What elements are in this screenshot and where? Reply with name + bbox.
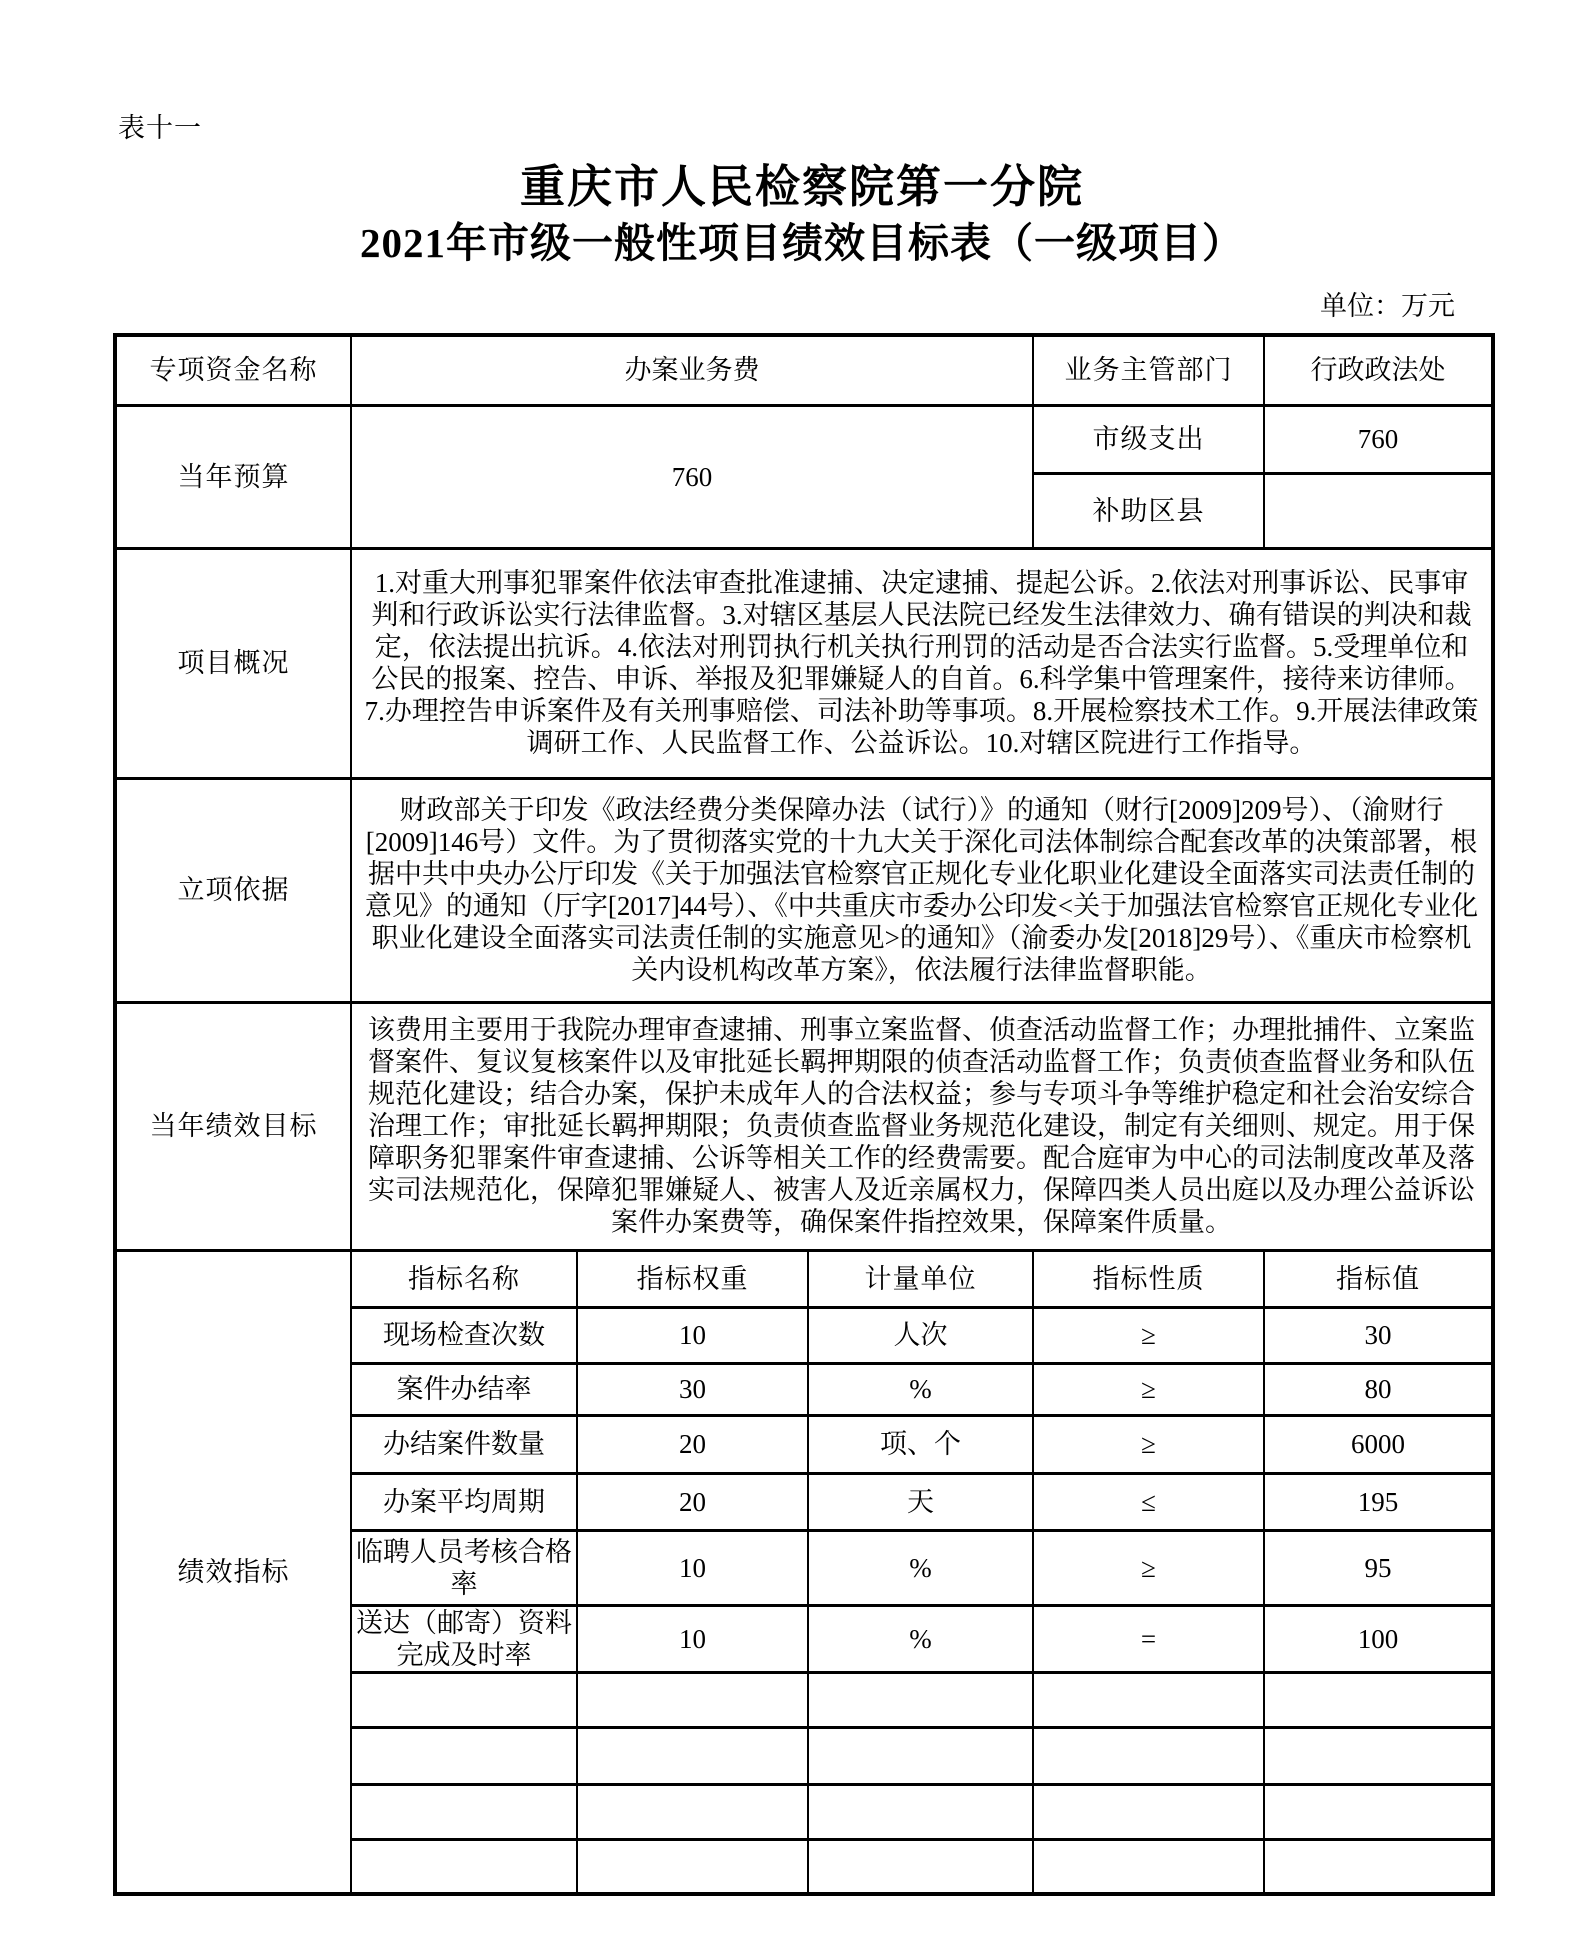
budget-total-cell: 760 (351, 405, 1033, 548)
indicator-name-cell (351, 1784, 577, 1839)
city-expense-value-cell: 760 (1264, 405, 1493, 473)
indicator-name-cell (351, 1672, 577, 1727)
dept-label-cell: 业务主管部门 (1033, 335, 1264, 405)
indicator-weight-cell: 10 (577, 1307, 808, 1363)
indicator-weight-cell: 10 (577, 1530, 808, 1605)
indicator-value-cell: 100 (1264, 1605, 1493, 1672)
budget-label-cell: 当年预算 (115, 405, 351, 548)
unit-note: 单位：万元 (1320, 291, 1455, 321)
indicator-name-cell: 案件办结率 (351, 1363, 577, 1415)
indicator-nature-cell (1033, 1672, 1264, 1727)
annual-goals-row (115, 1002, 1493, 1250)
indicator-name-cell (351, 1727, 577, 1784)
overview-label-cell: 项目概况 (115, 548, 351, 778)
indicator-name-cell: 办案平均周期 (351, 1473, 577, 1530)
indicator-nature-cell (1033, 1727, 1264, 1784)
indicator-header-name: 指标名称 (351, 1250, 577, 1307)
subsidy-value-cell (1264, 473, 1493, 548)
overview-text-cell: 1.对重大刑事犯罪案件依法审查批准逮捕、决定逮捕、提起公诉。2.依法对刑事诉讼、民事审判和行政诉讼实行法律监督。3.对辖区基层人民法院已经发生法律效力、确有错误的判决和裁定，依法提出抗诉。4.依法对刑罚执行机关执行刑罚的活动是否合法实行监督。5.受理单位和公民的报案、控告、申诉、举报及犯罪嫌疑人的自首。6.科学集中管理案件，接待来访律师。7.办理控告申诉案件及有关刑事赔偿、司法补助等事项。8.开展检察技术工作。9.开展法律政策调研工作、人民监督工作、公益诉讼。10.对辖区院进行工作指导。 (351, 548, 1493, 778)
indicator-name-cell: 办结案件数量 (351, 1415, 577, 1473)
indicator-header-weight: 指标权重 (577, 1250, 808, 1307)
indicator-unit-cell: 人次 (808, 1307, 1033, 1363)
indicator-weight-cell (577, 1784, 808, 1839)
indicator-value-cell: 6000 (1264, 1415, 1493, 1473)
indicator-unit-cell (808, 1784, 1033, 1839)
indicator-unit-cell: 项、个 (808, 1415, 1033, 1473)
indicator-weight-cell (577, 1839, 808, 1894)
indicator-nature-cell: ≥ (1033, 1363, 1264, 1415)
indicator-nature-cell: ≥ (1033, 1530, 1264, 1605)
indicator-value-cell (1264, 1784, 1493, 1839)
indicator-unit-cell: % (808, 1605, 1033, 1672)
performance-target-table (113, 333, 1495, 1896)
indicator-name-cell: 临聘人员考核合格率 (351, 1530, 577, 1605)
indicator-value-cell: 195 (1264, 1473, 1493, 1530)
subsidy-label-cell: 补助区县 (1033, 473, 1264, 548)
indicator-nature-cell: ≥ (1033, 1415, 1264, 1473)
goals-text-cell: 该费用主要用于我院办理审查逮捕、刑事立案监督、侦查活动监督工作；办理批捕件、立案监督案件、复议复核案件以及审批延长羁押期限的侦查活动监督工作；负责侦查监督业务和队伍规范化建设；结合办案，保护未成年人的合法权益；参与专项斗争等维护稳定和社会治安综合治理工作；审批延长羁押期限；负责侦查监督业务规范化建设，制定有关细则、规定。用于保障职务犯罪案件审查逮捕、公诉等相关工作的经费需要。配合庭审为中心的司法制度改革及落实司法规范化，保障犯罪嫌疑人、被害人及近亲属权力，保障四类人员出庭以及办理公益诉讼案件办案费等，确保案件指控效果，保障案件质量。 (351, 1002, 1493, 1250)
goals-label-cell: 当年绩效目标 (115, 1002, 351, 1250)
indicator-unit-cell (808, 1672, 1033, 1727)
indicator-value-cell (1264, 1672, 1493, 1727)
indicator-name-cell: 送达（邮寄）资料完成及时率 (351, 1605, 577, 1672)
indicator-header-unit: 计量单位 (808, 1250, 1033, 1307)
title-line1: 重庆市人民检察院第一分院 (519, 162, 1084, 212)
indicator-nature-cell: ≥ (1033, 1307, 1264, 1363)
indicator-unit-cell (808, 1727, 1033, 1784)
title-line2: 2021年市级一般性项目绩效目标表（一级项目） (360, 220, 1244, 266)
indicator-weight-cell (577, 1727, 808, 1784)
indicator-weight-cell: 10 (577, 1605, 808, 1672)
fund-name-label-cell: 专项资金名称 (115, 335, 351, 405)
indicator-header-nature: 指标性质 (1033, 1250, 1264, 1307)
indicator-value-cell (1264, 1727, 1493, 1784)
indicator-header-row (115, 1250, 1493, 1307)
indicator-name-cell: 现场检查次数 (351, 1307, 577, 1363)
indicator-value-cell: 80 (1264, 1363, 1493, 1415)
indicator-unit-cell: % (808, 1530, 1033, 1605)
project-overview-row (115, 548, 1493, 778)
basis-label-cell: 立项依据 (115, 778, 351, 1002)
indicator-unit-cell: 天 (808, 1473, 1033, 1530)
indicator-weight-cell: 20 (577, 1415, 808, 1473)
indicator-value-cell: 95 (1264, 1530, 1493, 1605)
indicator-nature-cell: = (1033, 1605, 1264, 1672)
city-expense-label-cell: 市级支出 (1033, 405, 1264, 473)
indicator-nature-cell: ≤ (1033, 1473, 1264, 1530)
indicator-weight-cell (577, 1672, 808, 1727)
indicator-value-cell: 30 (1264, 1307, 1493, 1363)
indicator-unit-cell (808, 1839, 1033, 1894)
basis-text-cell: 财政部关于印发《政法经费分类保障办法（试行）》的通知（财行[2009]209号）、（渝财行[2009]146号）文件。为了贯彻落实党的十九大关于深化司法体制综合配套改革的决策部署，根据中共中央办公厅印发《关于加强法官检察官正规化专业化职业化建设全面落实司法责任制的意见》的通知（厅字[2017]44号）、《中共重庆市委办公印发<关于加强法官检察官正规化专业化职业化建设全面落实司法责任制的实施意见>的通知》（渝委办发[2018]29号）、《重庆市检察机关内设机构改革方案》，依法履行法律监督职能。 (351, 778, 1493, 1002)
indicator-unit-cell: % (808, 1363, 1033, 1415)
indicator-weight-cell: 20 (577, 1473, 808, 1530)
indicator-value-cell (1264, 1839, 1493, 1894)
fund-name-row (115, 335, 1493, 405)
budget-row-city (115, 405, 1493, 473)
dept-value-cell: 行政政法处 (1264, 335, 1493, 405)
fund-name-value-cell: 办案业务费 (351, 335, 1033, 405)
indicator-name-cell (351, 1839, 577, 1894)
indicator-nature-cell (1033, 1784, 1264, 1839)
indicator-nature-cell (1033, 1839, 1264, 1894)
project-basis-row (115, 778, 1493, 1002)
table-number-label: 表十一 (118, 113, 202, 143)
indicators-section-label-cell: 绩效指标 (115, 1250, 351, 1894)
indicator-weight-cell: 30 (577, 1363, 808, 1415)
indicator-header-value: 指标值 (1264, 1250, 1493, 1307)
